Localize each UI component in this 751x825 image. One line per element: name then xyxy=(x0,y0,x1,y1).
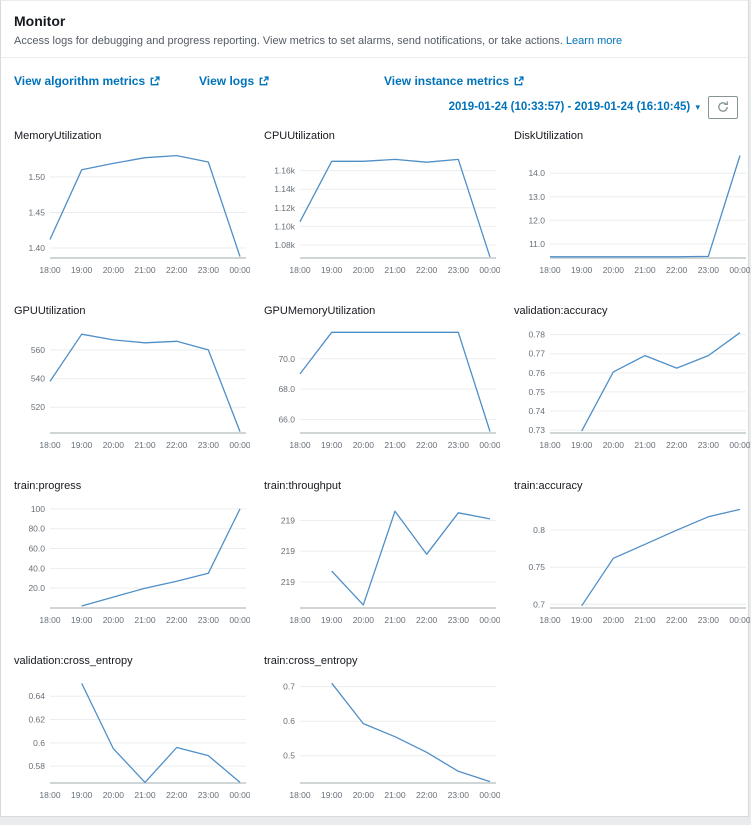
chart-MemoryUtilization xyxy=(14,130,250,291)
description-text: Access logs for debugging and progress reporting. View metrics to set alarms, send notifications, or take actions. xyxy=(14,35,563,47)
svg-text:20:00: 20:00 xyxy=(602,265,624,275)
svg-text:60.0: 60.0 xyxy=(28,543,45,554)
page-description xyxy=(14,35,732,47)
svg-text:18:00: 18:00 xyxy=(289,615,311,625)
learn-more-link[interactable]: Learn more xyxy=(565,35,623,47)
svg-text:19:00: 19:00 xyxy=(571,615,593,625)
page-title: Monitor xyxy=(14,13,66,29)
svg-text:18:00: 18:00 xyxy=(539,440,561,450)
view-algorithm-metrics-link[interactable] xyxy=(14,74,160,88)
line-chart xyxy=(14,146,250,286)
svg-text:00:00: 00:00 xyxy=(729,440,750,450)
svg-text:1.50: 1.50 xyxy=(28,171,45,182)
svg-text:21:00: 21:00 xyxy=(134,615,156,625)
external-link-icon xyxy=(149,76,160,87)
svg-text:219: 219 xyxy=(280,546,295,557)
line-chart xyxy=(514,146,750,286)
link-label: View instance metrics xyxy=(384,74,510,88)
chevron-down-icon: ▾ xyxy=(695,102,700,112)
chart-validation:accuracy xyxy=(514,305,750,466)
chart-title: train:accuracy xyxy=(514,480,583,492)
line-chart xyxy=(264,321,500,461)
chart-title: GPUUtilization xyxy=(14,305,86,317)
svg-text:80.0: 80.0 xyxy=(28,523,45,534)
svg-text:1.10k: 1.10k xyxy=(274,221,295,232)
svg-text:21:00: 21:00 xyxy=(384,265,406,275)
svg-text:19:00: 19:00 xyxy=(321,440,343,450)
svg-text:22:00: 22:00 xyxy=(416,265,438,275)
svg-text:18:00: 18:00 xyxy=(289,440,311,450)
chart-train:accuracy xyxy=(514,480,750,641)
date-range-selector[interactable] xyxy=(449,101,700,113)
svg-text:22:00: 22:00 xyxy=(166,440,188,450)
external-link-icon xyxy=(513,76,524,87)
charts-grid xyxy=(14,130,748,816)
svg-text:1.08k: 1.08k xyxy=(274,239,295,250)
svg-text:219: 219 xyxy=(280,576,295,587)
svg-text:21:00: 21:00 xyxy=(134,440,156,450)
svg-text:1.40: 1.40 xyxy=(28,243,45,254)
chart-GPUMemoryUtilization xyxy=(264,305,500,466)
svg-text:0.6: 0.6 xyxy=(283,716,295,727)
svg-text:12.0: 12.0 xyxy=(528,215,545,226)
svg-text:20:00: 20:00 xyxy=(352,265,374,275)
svg-text:19:00: 19:00 xyxy=(71,265,93,275)
svg-text:00:00: 00:00 xyxy=(479,790,500,800)
svg-text:22:00: 22:00 xyxy=(166,265,188,275)
svg-text:18:00: 18:00 xyxy=(539,615,561,625)
panel-header xyxy=(1,1,748,58)
chart-GPUUtilization xyxy=(14,305,250,466)
svg-text:23:00: 23:00 xyxy=(447,440,469,450)
svg-text:560: 560 xyxy=(30,344,45,355)
svg-text:23:00: 23:00 xyxy=(197,440,219,450)
chart-DiskUtilization xyxy=(514,130,750,291)
svg-text:0.5: 0.5 xyxy=(283,750,295,761)
view-logs-link[interactable] xyxy=(199,74,269,88)
svg-text:0.73: 0.73 xyxy=(528,425,545,436)
chart-title: CPUUtilization xyxy=(264,130,335,142)
svg-text:19:00: 19:00 xyxy=(71,440,93,450)
svg-text:0.77: 0.77 xyxy=(528,348,545,359)
refresh-button[interactable] xyxy=(708,96,738,119)
svg-text:21:00: 21:00 xyxy=(634,440,656,450)
svg-text:22:00: 22:00 xyxy=(666,615,688,625)
svg-text:21:00: 21:00 xyxy=(384,440,406,450)
svg-text:0.75: 0.75 xyxy=(528,386,545,397)
svg-text:22:00: 22:00 xyxy=(666,265,688,275)
svg-text:21:00: 21:00 xyxy=(384,790,406,800)
svg-text:23:00: 23:00 xyxy=(697,440,719,450)
svg-text:20:00: 20:00 xyxy=(102,440,124,450)
chart-title: train:cross_entropy xyxy=(264,655,358,667)
svg-text:20:00: 20:00 xyxy=(352,790,374,800)
svg-text:0.62: 0.62 xyxy=(28,714,45,725)
svg-text:18:00: 18:00 xyxy=(289,265,311,275)
chart-CPUUtilization xyxy=(264,130,500,291)
svg-text:22:00: 22:00 xyxy=(166,615,188,625)
svg-text:22:00: 22:00 xyxy=(416,440,438,450)
metric-links-row xyxy=(14,74,748,88)
svg-text:0.8: 0.8 xyxy=(533,525,545,536)
svg-text:23:00: 23:00 xyxy=(197,790,219,800)
svg-text:18:00: 18:00 xyxy=(539,265,561,275)
svg-text:540: 540 xyxy=(30,373,45,384)
svg-text:20:00: 20:00 xyxy=(602,440,624,450)
chart-title: train:progress xyxy=(14,480,82,492)
svg-text:00:00: 00:00 xyxy=(479,615,500,625)
svg-text:14.0: 14.0 xyxy=(528,168,545,179)
svg-text:00:00: 00:00 xyxy=(229,615,250,625)
svg-text:18:00: 18:00 xyxy=(39,440,61,450)
svg-text:0.7: 0.7 xyxy=(533,599,545,610)
svg-text:00:00: 00:00 xyxy=(229,440,250,450)
svg-text:20:00: 20:00 xyxy=(102,265,124,275)
svg-text:20:00: 20:00 xyxy=(352,615,374,625)
svg-text:00:00: 00:00 xyxy=(729,265,750,275)
line-chart xyxy=(14,671,250,811)
svg-text:00:00: 00:00 xyxy=(229,265,250,275)
svg-text:18:00: 18:00 xyxy=(39,790,61,800)
svg-text:20:00: 20:00 xyxy=(102,790,124,800)
svg-text:40.0: 40.0 xyxy=(28,563,45,574)
svg-text:20:00: 20:00 xyxy=(602,615,624,625)
svg-text:23:00: 23:00 xyxy=(447,615,469,625)
svg-text:21:00: 21:00 xyxy=(634,615,656,625)
svg-text:23:00: 23:00 xyxy=(697,615,719,625)
svg-text:00:00: 00:00 xyxy=(729,615,750,625)
svg-text:19:00: 19:00 xyxy=(571,265,593,275)
svg-text:23:00: 23:00 xyxy=(697,265,719,275)
svg-text:20.0: 20.0 xyxy=(28,583,45,594)
line-chart xyxy=(514,321,750,461)
svg-text:18:00: 18:00 xyxy=(289,790,311,800)
svg-text:18:00: 18:00 xyxy=(39,265,61,275)
svg-text:0.75: 0.75 xyxy=(528,562,545,573)
svg-text:1.16k: 1.16k xyxy=(274,165,295,176)
svg-text:23:00: 23:00 xyxy=(197,615,219,625)
line-chart xyxy=(264,671,500,811)
line-chart xyxy=(264,496,500,636)
svg-text:00:00: 00:00 xyxy=(479,440,500,450)
date-range-text: 2019-01-24 (10:33:57) - 2019-01-24 (16:10:45) xyxy=(448,101,691,113)
svg-text:19:00: 19:00 xyxy=(571,440,593,450)
line-chart xyxy=(14,496,250,636)
refresh-icon xyxy=(716,100,730,114)
line-chart xyxy=(514,496,750,636)
svg-text:00:00: 00:00 xyxy=(229,790,250,800)
svg-text:19:00: 19:00 xyxy=(321,790,343,800)
svg-text:18:00: 18:00 xyxy=(39,615,61,625)
svg-text:22:00: 22:00 xyxy=(666,440,688,450)
chart-train:progress xyxy=(14,480,250,641)
svg-text:20:00: 20:00 xyxy=(352,440,374,450)
link-label: View logs xyxy=(199,74,255,88)
svg-text:68.0: 68.0 xyxy=(278,384,295,395)
chart-title: DiskUtilization xyxy=(514,130,584,142)
svg-text:11.0: 11.0 xyxy=(529,238,545,249)
chart-title: GPUMemoryUtilization xyxy=(264,305,376,317)
svg-text:1.45: 1.45 xyxy=(28,207,45,218)
svg-text:0.74: 0.74 xyxy=(528,406,545,417)
svg-text:22:00: 22:00 xyxy=(416,790,438,800)
svg-text:0.64: 0.64 xyxy=(28,691,45,702)
svg-text:0.7: 0.7 xyxy=(283,681,295,692)
svg-text:70.0: 70.0 xyxy=(278,353,295,364)
svg-text:13.0: 13.0 xyxy=(528,191,545,202)
svg-text:21:00: 21:00 xyxy=(634,265,656,275)
svg-text:19:00: 19:00 xyxy=(321,265,343,275)
line-chart xyxy=(14,321,250,461)
line-chart xyxy=(264,146,500,286)
chart-validation:cross_entropy xyxy=(14,655,250,816)
chart-title: validation:cross_entropy xyxy=(14,655,133,667)
external-link-icon xyxy=(258,76,269,87)
svg-text:21:00: 21:00 xyxy=(134,790,156,800)
svg-text:1.14k: 1.14k xyxy=(274,184,295,195)
svg-text:1.12k: 1.12k xyxy=(274,202,295,213)
link-label: View algorithm metrics xyxy=(14,74,146,88)
view-instance-metrics-link[interactable] xyxy=(384,74,524,88)
svg-text:0.76: 0.76 xyxy=(528,367,545,378)
svg-text:23:00: 23:00 xyxy=(447,790,469,800)
svg-text:19:00: 19:00 xyxy=(71,615,93,625)
svg-text:0.78: 0.78 xyxy=(528,329,545,340)
chart-train:throughput xyxy=(264,480,500,641)
svg-text:100: 100 xyxy=(30,503,45,514)
chart-train:cross_entropy xyxy=(264,655,500,816)
svg-text:21:00: 21:00 xyxy=(134,265,156,275)
svg-text:23:00: 23:00 xyxy=(197,265,219,275)
svg-text:520: 520 xyxy=(30,402,45,413)
chart-title: MemoryUtilization xyxy=(14,130,102,142)
svg-text:19:00: 19:00 xyxy=(321,615,343,625)
svg-text:22:00: 22:00 xyxy=(166,790,188,800)
svg-text:23:00: 23:00 xyxy=(447,265,469,275)
svg-text:20:00: 20:00 xyxy=(102,615,124,625)
svg-text:219: 219 xyxy=(280,515,295,526)
svg-text:00:00: 00:00 xyxy=(479,265,500,275)
svg-text:0.58: 0.58 xyxy=(28,761,45,772)
chart-title: train:throughput xyxy=(264,480,342,492)
chart-title: validation:accuracy xyxy=(514,305,608,317)
svg-text:22:00: 22:00 xyxy=(416,615,438,625)
svg-text:19:00: 19:00 xyxy=(71,790,93,800)
svg-text:0.6: 0.6 xyxy=(33,737,45,748)
date-range-row xyxy=(1,94,738,120)
svg-text:21:00: 21:00 xyxy=(384,615,406,625)
svg-text:66.0: 66.0 xyxy=(278,414,295,425)
